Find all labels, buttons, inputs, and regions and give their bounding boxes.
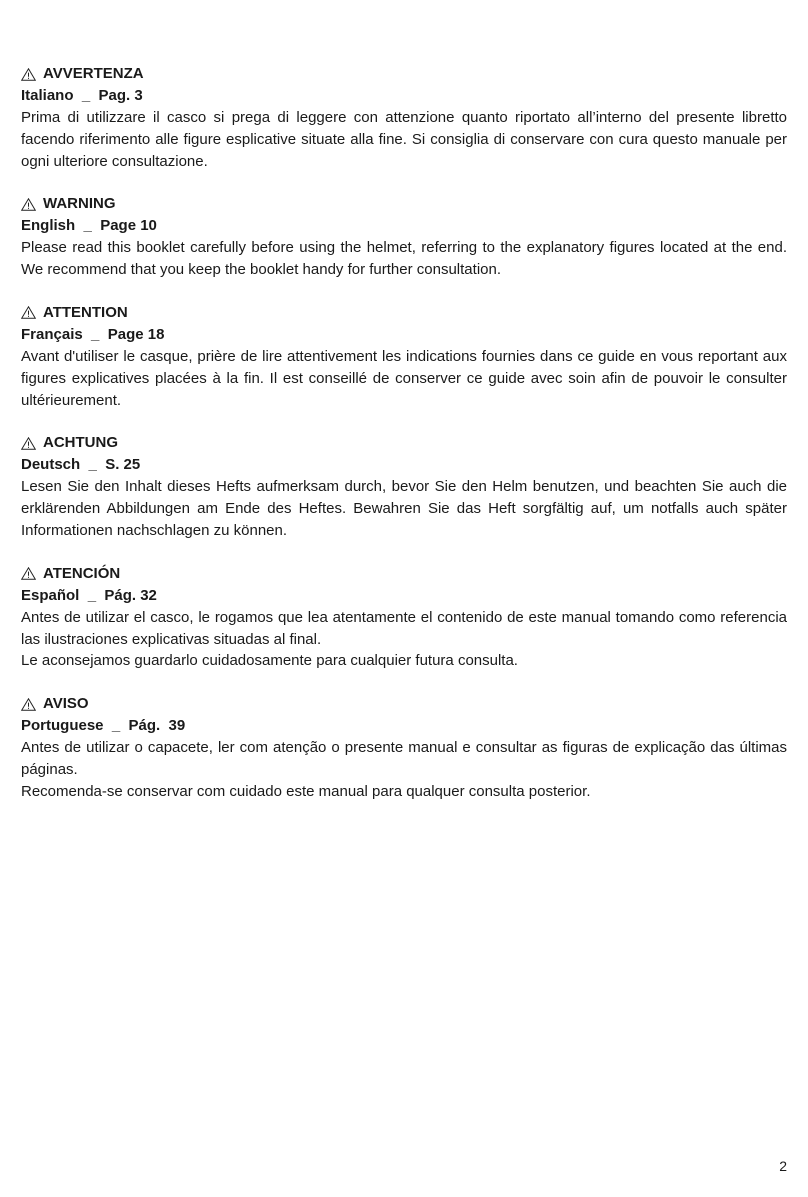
separator: _ [82,325,108,343]
warning-triangle-icon [21,198,36,211]
section-body [21,346,787,411]
warning-triangle-icon [21,68,36,81]
page-number: 2 [779,1158,787,1174]
paragraph: Avant d'utiliser le casque, prière de lire attentivement les indications fournies dans ce guide en vous reportant aux figures explicatives placées à la fin. Il est conseillé de conserver ce guide avec soin afin de pouvoir le consulter ultérieurement. [21,347,787,409]
language-name: English [21,217,76,235]
section-body [21,237,787,281]
page-reference: Page 18 [107,325,165,343]
paragraph: Recomenda-se conservar com cuidado este manual para qualquer consulta posterior. [21,782,591,800]
warning-title: ATENCIÓN [43,564,121,582]
language-reference [21,715,787,737]
language-name: Deutsch [21,456,81,474]
language-reference [21,585,787,607]
paragraph: Antes de utilizar el casco, le rogamos que lea atentamente el contenido de este manual tomando como referencia las ilustraciones explicativas situadas al final. [21,608,787,648]
page-reference: Page 10 [100,217,157,235]
paragraph: Antes de utilizar o capacete, ler com atenção o presente manual e consultar as figuras de explicação das últimas páginas. [21,739,787,778]
section-english [21,193,787,281]
separator: _ [80,456,106,474]
section-german [21,432,787,541]
separator: _ [103,717,129,735]
paragraph: Prima di utilizzare il casco si prega di leggere con attenzione quanto riportato all’interno del presente libretto facendo riferimento alle figure esplicative situate alla fine. Si consiglia di conservare con cura questo manuale per ogni ulteriore consultazione. [21,109,787,170]
warning-title: ATTENTION [43,303,128,321]
section-french [21,302,787,411]
separator: _ [73,87,99,104]
section-body [21,737,787,802]
paragraph: Please read this booklet carefully before using the helmet, referring to the explanatory figures located at the end. We recommend that you keep the booklet handy for further consultation. [21,239,787,279]
page-reference: Pág. 32 [104,586,157,604]
language-name: Français [21,325,83,343]
section-body [21,107,787,172]
warning-title: WARNING [43,195,116,213]
page-reference: Pag. 3 [98,87,143,104]
language-reference [21,85,787,107]
paragraph: Le aconsejamos guardarlo cuidadosamente para cualquier futura consulta. [21,652,518,670]
warning-triangle-icon [21,437,36,450]
separator: _ [75,217,101,235]
page-reference: S. 25 [105,456,141,474]
language-reference [21,215,787,237]
section-spanish [21,563,787,672]
warning-triangle-icon [21,698,36,711]
language-name: Italiano [21,87,74,104]
warning-triangle-icon [21,567,36,580]
language-reference [21,454,787,476]
document-page [21,63,787,824]
page-reference: Pág. 39 [128,717,186,735]
warning-title: AVVERTENZA [43,65,144,82]
section-portuguese [21,693,787,802]
section-italian [21,63,787,172]
warning-triangle-icon [21,306,36,319]
section-body [21,607,787,672]
language-name: Portuguese [21,717,104,735]
language-reference [21,324,787,346]
section-body [21,476,787,541]
warning-title: AVISO [43,695,89,713]
paragraph: Lesen Sie den Inhalt dieses Hefts aufmerksam durch, bevor Sie den Helm benutzen, und beachten Sie auch die erklärenden Abbildungen am Ende des Heftes. Bewahren Sie das Heft sorgfältig auf, um notfalls auch später Informationen nachschlagen zu können. [21,478,787,539]
warning-title: ACHTUNG [43,434,118,452]
separator: _ [79,586,105,604]
language-name: Español [21,586,80,604]
